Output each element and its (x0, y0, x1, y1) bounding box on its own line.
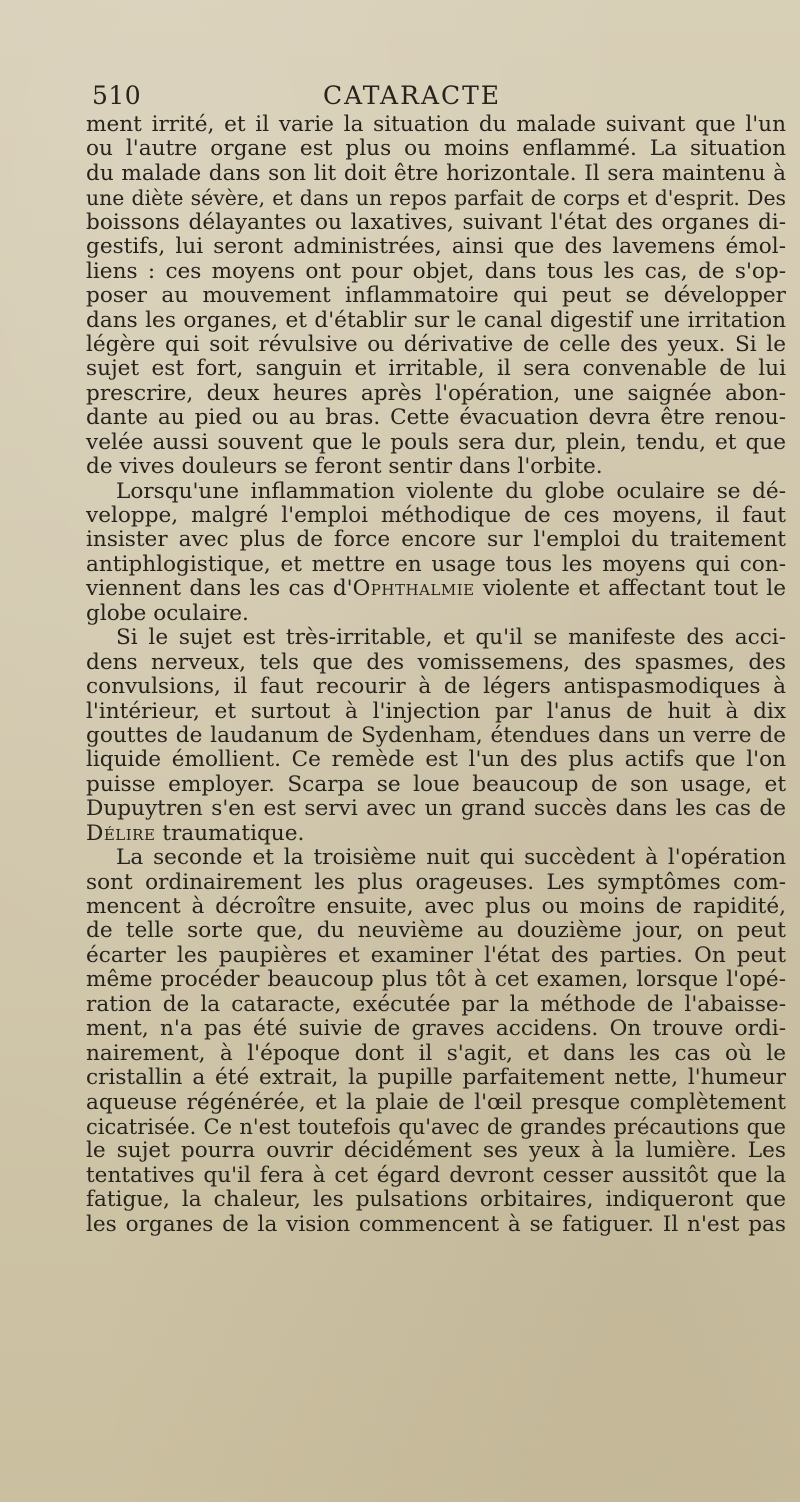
text-segment: une diète sévère, et dans un repos parfait de corps et d'esprit. Des (86, 186, 786, 211)
text-segment: liens : ces moyens ont pour objet, dans tous les cas, de s'op- (86, 258, 786, 284)
running-title: CATARACTE (322, 81, 502, 110)
text-segment: ration de la cataracte, exécutée par la méthode de l'abaisse- (86, 991, 786, 1017)
text-line (86, 724, 786, 748)
text-segment: poser au mouvement inflammatoire qui peut se développer (86, 283, 786, 309)
text-segment: les organes de la vision commencent à se fatiguer. Il n'est pas (86, 1211, 786, 1237)
text-segment: écarter les paupières et examiner l'état des parties. On peut (86, 942, 786, 968)
text-segment: légère qui soit révulsive ou dérivative de celle des yeux. Si le (86, 331, 786, 357)
text-line (86, 700, 786, 724)
text-segment: même procéder beaucoup plus tôt à cet examen, lorsque l'opé- (86, 967, 786, 993)
text-line (86, 773, 786, 797)
text-line (86, 211, 786, 235)
text-line (86, 651, 786, 675)
text-segment: Si le sujet est très-irritable, et qu'il se manifeste des acci- (116, 625, 786, 651)
text-segment: nairement, à l'époque dont il s'agit, et dans les cas où le (86, 1040, 786, 1066)
text-line (86, 846, 786, 870)
text-segment: velée aussi souvent que le pouls sera dur, plein, tendu, et que (86, 429, 786, 455)
text-line (86, 235, 786, 259)
text-line (86, 944, 786, 968)
text-line (86, 357, 786, 381)
text-segment: cicatrisée. Ce n'est toutefois qu'avec de grandes précautions que (86, 1114, 786, 1139)
text-segment: ou l'autre organe est plus ou moins enflammé. La situation (86, 136, 786, 162)
text-segment: dans les organes, et d'établir sur le canal digestif une irritation (86, 307, 786, 333)
text-line (86, 822, 786, 846)
text-line (86, 406, 786, 430)
text-segment: de telle sorte que, du neuvième au douzième jour, on peut (86, 918, 786, 944)
text-line (86, 309, 786, 333)
text-line (86, 895, 786, 919)
text-segment: du malade dans son lit doit être horizontale. Il sera maintenu à (86, 160, 786, 186)
text-line (86, 748, 786, 772)
text-segment: l'intérieur, et surtout à l'injection par l'anus de huit à dix (86, 698, 786, 724)
text-segment: ment, n'a pas été suivie de graves accidens. On trouve ordi- (86, 1016, 786, 1042)
text-line (86, 871, 786, 895)
text-line (86, 382, 786, 406)
text-segment: gestifs, lui seront administrées, ainsi que des lavemens émol- (86, 234, 786, 260)
text-segment: dens nerveux, tels que des vomissemens, des spasmes, des (86, 649, 786, 675)
text-segment: convulsions, il faut recourir à de légers antispasmodiques à (86, 674, 786, 700)
text-line (86, 333, 786, 357)
text-line (86, 797, 786, 821)
text-line (86, 1188, 786, 1212)
body-text (86, 113, 786, 1483)
text-line (86, 577, 786, 601)
small-caps-term: Ophthalmie (352, 576, 475, 602)
text-segment: boissons délayantes ou laxatives, suivant l'état des organes di- (86, 209, 786, 235)
text-line (86, 260, 786, 284)
text-line (86, 1115, 786, 1139)
text-line (86, 1091, 786, 1115)
text-segment: Dupuytren s'en est servi avec un grand succès dans les cas de (86, 796, 786, 822)
page-number: 510 (92, 81, 142, 110)
text-segment: insister avec plus de force encore sur l'emploi du traitement (86, 527, 786, 553)
text-line (86, 1017, 786, 1041)
text-segment: cristallin a été extrait, la pupille parfaitement nette, l'humeur (86, 1065, 786, 1091)
text-line (86, 968, 786, 992)
text-segment: ment irrité, et il varie la situation du malade suivant que l'un (86, 112, 786, 137)
text-segment: veloppe, malgré l'emploi méthodique de ces moyens, il faut (86, 503, 786, 528)
small-caps-term: Délire (86, 820, 156, 846)
text-segment: mencent à décroître ensuite, avec plus ou moins de rapidité, (86, 894, 786, 919)
text-line (86, 431, 786, 455)
text-line (86, 162, 786, 186)
text-line (86, 602, 786, 626)
text-line (86, 504, 786, 528)
text-segment: sujet est fort, sanguin et irritable, il sera convenable de lui (86, 356, 786, 382)
text-line (86, 1066, 786, 1090)
text-segment: traumatique. (155, 820, 305, 846)
text-line (86, 113, 786, 137)
text-line (86, 553, 786, 577)
text-line (86, 284, 786, 308)
text-segment: le sujet pourra ouvrir décidément ses yeux à la lumière. Les (86, 1138, 786, 1164)
text-line (86, 1213, 786, 1237)
text-segment: de vives douleurs se feront sentir dans l'orbite. (86, 454, 603, 480)
text-line (86, 626, 786, 650)
text-line (86, 455, 786, 479)
text-line (86, 528, 786, 552)
text-segment: tentatives qu'il fera à cet égard devront cesser aussitôt que la (86, 1162, 786, 1188)
text-segment: sont ordinairement les plus orageuses. Les symptômes com- (86, 869, 786, 895)
text-segment: violente et affectant tout le (474, 576, 786, 602)
text-line (86, 137, 786, 161)
text-segment: liquide émollient. Ce remède est l'un des plus actifs que l'on (86, 747, 786, 773)
text-line (86, 1139, 786, 1163)
text-segment: puisse employer. Scarpa se loue beaucoup de son usage, et (86, 771, 786, 797)
text-line (86, 480, 786, 504)
text-line (86, 1042, 786, 1066)
text-segment: dante au pied ou au bras. Cette évacuation devra être renou- (86, 405, 786, 431)
text-line (86, 186, 786, 210)
text-segment: prescrire, deux heures après l'opération, une saignée abon- (86, 380, 786, 406)
text-line (86, 1164, 786, 1188)
text-segment: gouttes de laudanum de Sydenham, étendues dans un verre de (86, 722, 786, 748)
text-line (86, 993, 786, 1017)
text-line (86, 675, 786, 699)
text-segment: Lorsqu'une inflammation violente du globe oculaire se dé- (116, 478, 786, 504)
text-segment: antiphlogistique, et mettre en usage tous les moyens qui con- (86, 551, 786, 577)
text-segment: fatigue, la chaleur, les pulsations orbitaires, indiqueront que (86, 1187, 786, 1213)
text-segment: aqueuse régénérée, et la plaie de l'œil presque complètement (86, 1089, 786, 1115)
text-segment: viennent dans les cas d' (86, 576, 353, 602)
text-line (86, 919, 786, 943)
text-segment: La seconde et la troisième nuit qui succèdent à l'opération (116, 845, 786, 871)
text-segment: globe oculaire. (86, 600, 249, 626)
running-head (92, 78, 732, 114)
